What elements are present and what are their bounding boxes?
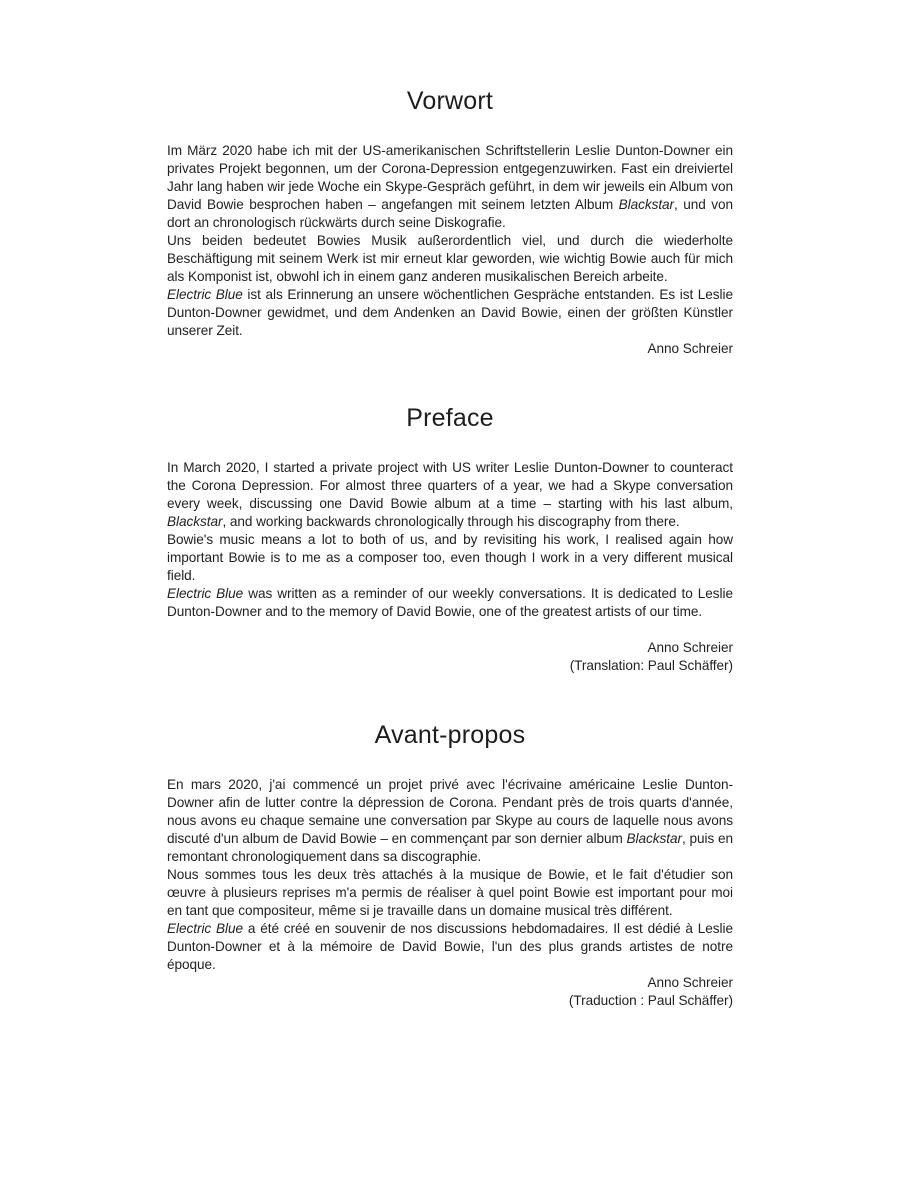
text-run: Uns beiden bedeutet Bowies Musik außerordentlich viel, und durch die wiederholte Beschäftigung mit seinem Werk ist mir erneut klar geworden, wie wichtig Bowie auch für mich als Komponist ist, obwohl ich in einem ganz anderen musikalischen Bereich arbeite. (167, 233, 733, 284)
text-run: , puis en remontant chronologiquement dans sa discographie. (167, 831, 733, 864)
paragraph (167, 585, 733, 621)
paragraph (167, 286, 733, 340)
paragraph (167, 531, 733, 585)
paragraph (167, 459, 733, 531)
italic-text-run: Electric Blue (167, 921, 244, 936)
text-run: , and working backwards chronologically through his discography from there. (222, 514, 680, 529)
text-run: a été créé en souvenir de nos discussions hebdomadaires. Il est dédié à Leslie Dunton-Downer et à la mémoire de David Bowie, l'un des plus grands artistes de notre époque. (167, 921, 733, 972)
section-body-preface (167, 459, 733, 621)
italic-text-run: Electric Blue (167, 586, 244, 601)
italic-text-run: Electric Blue (167, 287, 243, 302)
signature-line: (Traduction : Paul Schäffer) (568, 993, 733, 1008)
italic-text-run: Blackstar (618, 197, 675, 212)
text-run: Nous sommes tous les deux très attachés à la musique de Bowie, et le fait d'étudier son œuvre à plusieurs reprises m'a permis de réaliser à quel point Bowie est important pour moi en tant que compositeur, même si je travaille dans un domaine musical très différent. (167, 867, 733, 918)
text-run: was written as a reminder of our weekly conversations. It is dedicated to Leslie Dunton-Downer and to the memory of David Bowie, one of the greatest artists of our time. (167, 586, 733, 619)
signature-line: Anno Schreier (647, 640, 733, 655)
text-run: Bowie's music means a lot to both of us, and by revisiting his work, I realised again how important Bowie is to me as a composer too, even though I work in a very different musical field. (167, 532, 733, 583)
section-title-vorwort: Vorwort (406, 87, 494, 115)
italic-text-run: Blackstar (626, 831, 682, 846)
text-run: ist als Erinnerung an unsere wöchentlichen Gespräche entstanden. Es ist Leslie Dunton-Downer gewidmet, und dem Andenken an David Bowie, einen der größten Künstler unserer Zeit. (167, 287, 734, 338)
section-body-vorwort (167, 142, 733, 340)
paragraph (167, 866, 733, 920)
paragraph (167, 232, 733, 286)
text-run: In March 2020, I started a private project with US writer Leslie Dunton-Downer to counteract the Corona Depression. For almost three quarters of a year, we had a Skype conversation every week, discussing one David Bowie album at a time – starting with his last album, (167, 460, 733, 511)
section-title-preface: Preface (406, 404, 494, 432)
paragraph (167, 920, 733, 974)
paragraph (167, 142, 733, 232)
section-body-avant-propos (167, 776, 733, 974)
signature-line: (Translation: Paul Schäffer) (569, 658, 733, 673)
signature-line: Anno Schreier (647, 975, 733, 990)
text-run: Im März 2020 habe ich mit der US-amerikanischen Schriftstellerin Leslie Dunton-Downer ein privates Projekt begonnen, um der Corona-Depression entgegenzuwirken. Fast ein dreiviertel Jahr lang haben wir jede Woche ein Skype-Gespräch geführt, in dem wir jeweils ein Album von David Bowie besprochen haben – angefangen mit seinem letzten Album (167, 143, 733, 212)
text-run: , und von dort an chronologisch rückwärts durch seine Diskografie. (167, 197, 733, 230)
signature-block-avant-propos (167, 974, 733, 1010)
text-run: En mars 2020, j'ai commencé un projet privé avec l'écrivaine américaine Leslie Dunton-Downer afin de lutter contre la dépression de Corona. Pendant près de trois quarts d'année, nous avons eu chaque semaine une conversation par Skype au cours de laquelle nous avons discuté d'un album de David Bowie – en commençant par son dernier album (167, 777, 733, 846)
section-avant-propos (167, 720, 733, 1010)
signature-block-preface (167, 639, 733, 675)
italic-text-run: Blackstar (167, 514, 223, 529)
section-preface (167, 403, 733, 675)
page-content (167, 86, 733, 1010)
section-title-avant-propos: Avant-propos (374, 721, 526, 749)
signature-block-vorwort (167, 340, 733, 358)
paragraph (167, 776, 733, 866)
section-vorwort (167, 86, 733, 358)
signature-line: Anno Schreier (647, 341, 733, 356)
